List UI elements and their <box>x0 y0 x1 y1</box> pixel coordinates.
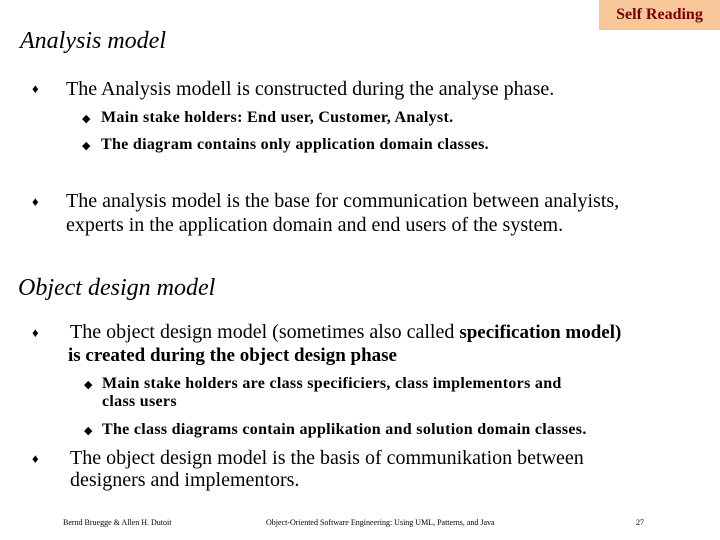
analysis-bullet-2-line-1: The analysis model is the base for communication between analyists, <box>66 190 620 212</box>
object-design-bullet-2-line-1: The object design model is the basis of communikation between <box>70 447 584 469</box>
sub-bullet-icon: ◆ <box>82 113 91 125</box>
section-title-analysis-model: Analysis model <box>20 28 166 54</box>
sub-bullet-icon: ◆ <box>84 379 93 391</box>
analysis-bullet-1: The Analysis modell is constructed during the analyse phase. <box>66 78 555 100</box>
object-design-sub-bullet-2: The class diagrams contain applikation and solution domain classes. <box>102 421 587 438</box>
diamond-bullet-icon: ♦ <box>32 81 39 96</box>
object-design-bullet-1-text: The object design model (sometimes also called <box>70 321 460 343</box>
analysis-bullet-2-line-2: experts in the application domain and end users of the system. <box>66 214 564 236</box>
object-design-bullet-2-line-2: designers and implementors. <box>70 469 300 491</box>
object-design-bullet-1-line-2: is created during the object design phase <box>68 345 397 366</box>
object-design-bullet-1-line-1 <box>70 320 621 345</box>
footer-book-title: Object-Oriented Software Engineering: Using UML, Patterns, and Java <box>266 518 495 527</box>
section-title-object-design-model: Object design model <box>18 275 216 301</box>
analysis-sub-bullet-1: Main stake holders: End user, Customer, Analyst. <box>101 109 454 126</box>
diamond-bullet-icon: ♦ <box>32 451 39 466</box>
diamond-bullet-icon: ♦ <box>32 325 39 340</box>
sub-bullet-icon: ◆ <box>84 425 93 437</box>
diamond-bullet-icon: ♦ <box>32 194 39 209</box>
object-design-sub-bullet-1-line-2: class users <box>102 393 177 410</box>
object-design-sub-bullet-1-line-1: Main stake holders are class specificiers, class implementors and <box>102 375 562 392</box>
self-reading-badge: Self Reading <box>599 0 720 30</box>
analysis-sub-bullet-2: The diagram contains only application domain classes. <box>101 136 489 153</box>
footer-page-number: 27 <box>636 518 644 527</box>
sub-bullet-icon: ◆ <box>82 140 91 152</box>
specification-model-term: specification model) <box>459 322 622 343</box>
footer-authors: Bernd Bruegge & Allen H. Dutoit <box>63 518 172 527</box>
